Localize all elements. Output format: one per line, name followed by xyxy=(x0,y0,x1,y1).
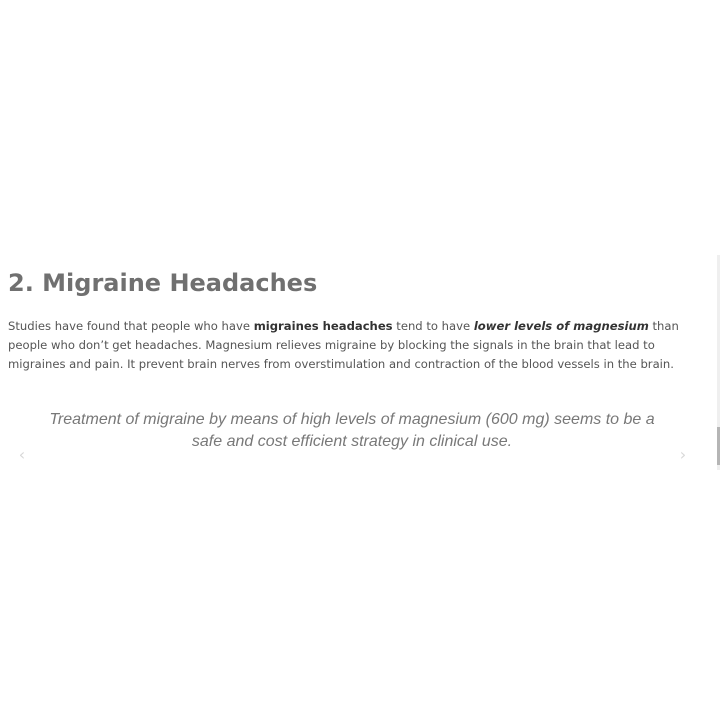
slider-prev-button[interactable] xyxy=(14,445,30,465)
slider-next-button[interactable] xyxy=(675,445,691,465)
paragraph-text-1: Studies have found that people who have xyxy=(8,319,254,333)
chevron-left-icon: ‹ xyxy=(18,445,26,464)
paragraph-bold-italic-magnesium: lower levels of magnesium xyxy=(473,319,649,333)
paragraph-text-3: than people who don’t get headaches. Magnesium relieves migraine by blocking the signals in the brain that lead to migraines and pain. It prevent brain nerves from overstimulation and contraction of the blood vessels in the brain. xyxy=(8,319,679,371)
paragraph-text-2: tend to have xyxy=(392,319,474,333)
slider-quote: Treatment of migraine by means of high levels of magnesium (600 mg) seems to be a safe and cost efficient strategy in clinical use. xyxy=(49,411,655,450)
chevron-right-icon: › xyxy=(679,445,687,464)
section-heading: 2. Migraine Headaches xyxy=(8,269,318,297)
section-paragraph xyxy=(8,317,703,374)
paragraph-bold-migraines: migraines headaches xyxy=(253,319,393,333)
quote-slider xyxy=(0,400,712,480)
